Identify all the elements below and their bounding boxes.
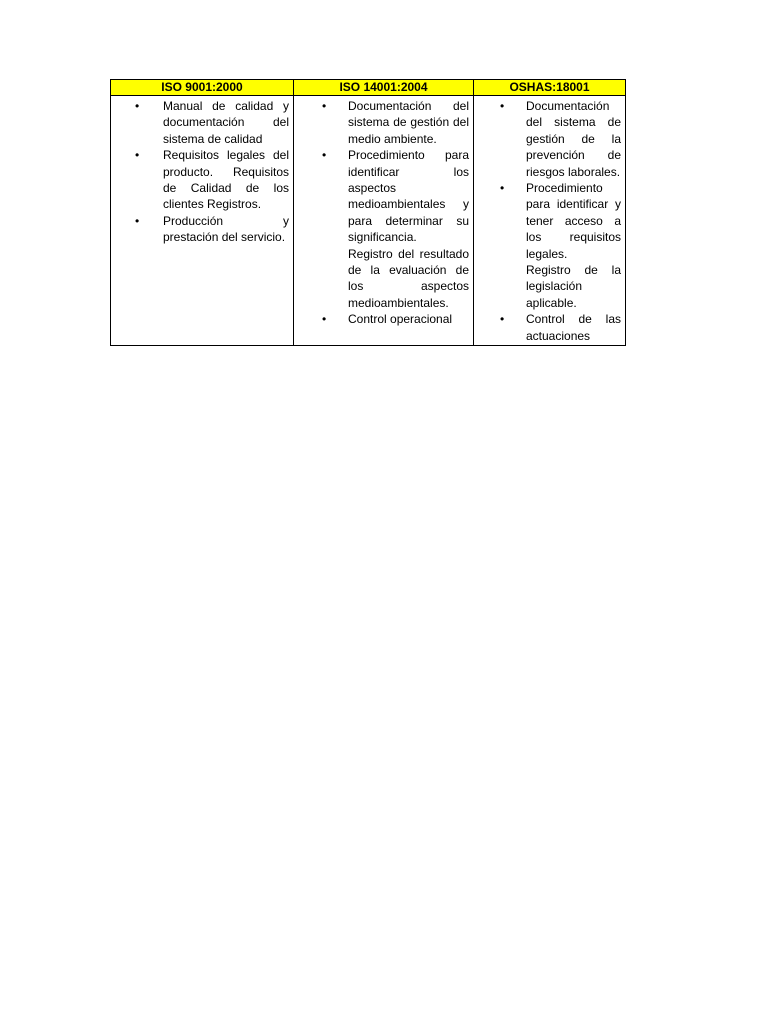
cell-oshas-18001	[474, 96, 626, 346]
list-item	[296, 246, 469, 312]
list-item-text: Registro de la legislación aplicable.	[526, 263, 621, 310]
iso-14001-list	[296, 98, 469, 328]
list-item	[113, 98, 289, 147]
bullet-icon: •	[322, 312, 327, 327]
bullet-icon: •	[135, 99, 140, 113]
table-header-row	[111, 80, 626, 96]
bullet-icon: •	[322, 99, 327, 113]
bullet-icon: •	[135, 148, 140, 163]
list-item	[296, 98, 469, 147]
list-item	[113, 147, 289, 213]
bullet-icon: •	[500, 99, 505, 113]
list-item-text: Requisitos legales del producto. Requisitos de Calidad de los clientes Registros.	[163, 148, 289, 212]
iso-standards-table	[110, 79, 626, 346]
list-item-text: Procedimiento para identificar y tener acceso a los requisitos legales.	[526, 181, 621, 261]
list-item	[296, 147, 469, 245]
list-item	[476, 262, 621, 311]
bullet-icon: •	[500, 312, 505, 327]
table-body-row	[111, 96, 626, 346]
oshas-18001-list	[476, 98, 621, 344]
bullet-icon: •	[500, 181, 505, 196]
cell-iso-14001	[294, 96, 474, 346]
list-item	[296, 311, 469, 327]
bullet-icon: •	[135, 213, 140, 228]
bullet-icon: •	[322, 148, 327, 163]
list-item-text: Control operacional	[348, 312, 453, 327]
header-iso-14001: ISO 14001:2004	[294, 80, 474, 96]
list-item	[113, 213, 289, 246]
list-item-text: Manual de calidad y documentación del sistema de calidad	[163, 99, 289, 146]
list-item	[476, 311, 621, 344]
list-item	[476, 98, 621, 180]
iso-9001-list	[113, 98, 289, 246]
list-item	[476, 180, 621, 262]
list-item-text: Registro del resultado de la evaluación de los aspectos medioambientales.	[348, 246, 469, 310]
cell-iso-9001	[111, 96, 294, 346]
list-item-text: Control de las actuaciones	[526, 312, 621, 343]
header-iso-9001: ISO 9001:2000	[111, 80, 294, 96]
list-item-text: Documentación del sistema de gestión del medio ambiente.	[348, 99, 469, 146]
list-item-text: Documentación del sistema de gestión de la prevención de riesgos laborales.	[526, 99, 621, 179]
list-item-text: Procedimiento para identificar los aspectos medioambientales y para determinar su significancia.	[348, 148, 469, 245]
list-item-text: Producción y prestación del servicio.	[163, 213, 289, 245]
header-oshas-18001: OSHAS:18001	[474, 80, 626, 96]
